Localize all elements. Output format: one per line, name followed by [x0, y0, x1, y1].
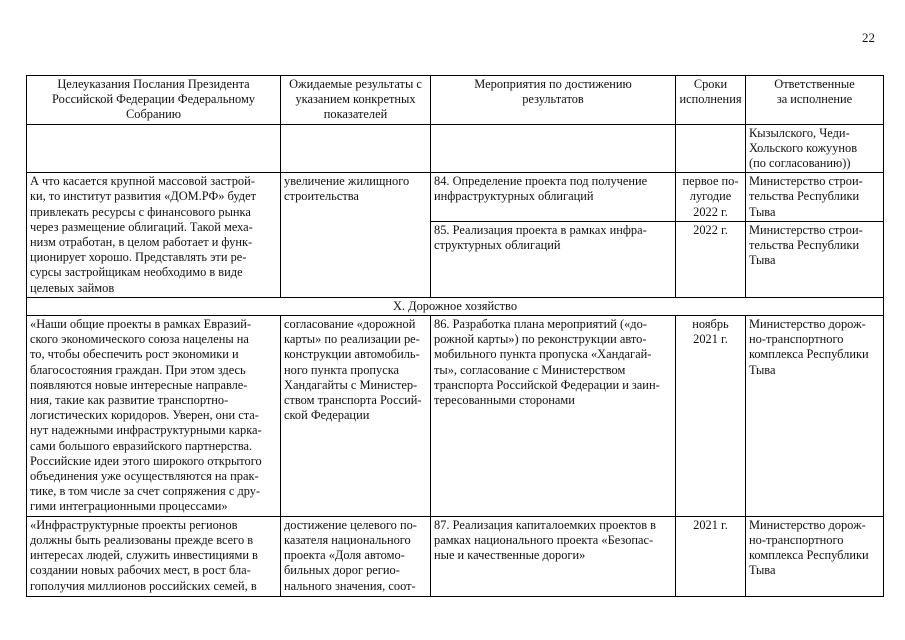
- responsible-cell: Министерство строи- тельства Республики Тыва: [746, 173, 884, 222]
- responsible-cell: Кызылского, Чеди- Хольского кожуунов (по согласованию)): [746, 124, 884, 173]
- responsible-cell: Министерство дорож- но-транспортного комплекса Республики Тыва: [746, 516, 884, 596]
- responsible-cell: Министерство дорож- но-транспортного комплекса Республики Тыва: [746, 316, 884, 517]
- header-result: Ожидаемые результаты с указанием конкретных показателей: [281, 76, 431, 125]
- table-row: [27, 316, 884, 517]
- result-cell: согласование «дорожной карты» по реализации ре- конструкции автомобиль- ного пункта пропуска Хандагайты с Министер- ством транспорта Россий- ской Федерации: [281, 316, 431, 517]
- empty-cell: [27, 124, 281, 173]
- empty-cell: [431, 124, 676, 173]
- page-number: 22: [862, 30, 875, 45]
- continuation-row: [27, 124, 884, 173]
- goal-cell: «Наши общие проекты в рамках Евразий- ского экономического союза нацелены на то, чтобы обеспечить рост экономики и благосостояния граждан. При этом здесь появляются новые интересные направле- ния, такие как развитие транспортно- логистических коридоров. Уверен, они ста- нут надежными инфраструктурными карка- сами большого евразийского партнерства. Российские идеи этого широкого открытого объединения уже осуществляются на прак- тике, в том числе за счет сопряжения с дру- гими интеграционными процессами»: [27, 316, 281, 517]
- header-measures: Мероприятия по достижению результатов: [431, 76, 676, 125]
- action-cell: 85. Реализация проекта в рамках инфра- структурных облигаций: [431, 221, 676, 297]
- header-goal: Целеуказания Послания Президента Российской Федерации Федеральному Собранию: [27, 76, 281, 125]
- section-title: X. Дорожное хозяйство: [27, 297, 884, 315]
- result-cell: достижение целевого по- казателя национального проекта «Доля автомо- бильных дорог регио- нального значения, соот-: [281, 516, 431, 596]
- term-cell: 2021 г.: [676, 516, 746, 596]
- term-cell: первое по- лугодие 2022 г.: [676, 173, 746, 222]
- responsible-cell: Министерство строи- тельства Республики Тыва: [746, 221, 884, 297]
- header-responsible: Ответственные за исполнение: [746, 76, 884, 125]
- goal-cell: А что касается крупной массовой застрой- ки, то институт развития «ДОМ.РФ» будет привлекать ресурсы с финансового рынка через размещение облигаций. Такой меха- низм отработан, в целом работает и функ- ционирует хорошо. Представлять эти ре- сурсы застройщикам необходимо в виде целевых займов: [27, 173, 281, 298]
- action-cell: 87. Реализация капиталоемких проектов в рамках национального проекта «Безопас- ные и качественные дороги»: [431, 516, 676, 596]
- plan-table: [26, 75, 884, 597]
- action-cell: 86. Разработка плана мероприятий («до- рожной карты») по реконструкции авто- мобильного пункта пропуска «Хандагай- ты», согласование с Министерством транспорта Российской Федерации и заин- тересованными сторонами: [431, 316, 676, 517]
- result-cell: увеличение жилищного строительства: [281, 173, 431, 298]
- empty-cell: [676, 124, 746, 173]
- action-cell: 84. Определение проекта под получение инфраструктурных облигаций: [431, 173, 676, 222]
- term-cell: ноябрь 2021 г.: [676, 316, 746, 517]
- table-row: [27, 516, 884, 596]
- term-cell: 2022 г.: [676, 221, 746, 297]
- section-header-row: [27, 297, 884, 315]
- empty-cell: [281, 124, 431, 173]
- header-term: Сроки исполнения: [676, 76, 746, 125]
- table-header-row: [27, 76, 884, 125]
- goal-cell: «Инфраструктурные проекты регионов должны быть реализованы прежде всего в интересах людей, служить инвестициями в создании новых рабочих мест, в рост бла- гополучия миллионов российских семей, в: [27, 516, 281, 596]
- table-row: [27, 173, 884, 222]
